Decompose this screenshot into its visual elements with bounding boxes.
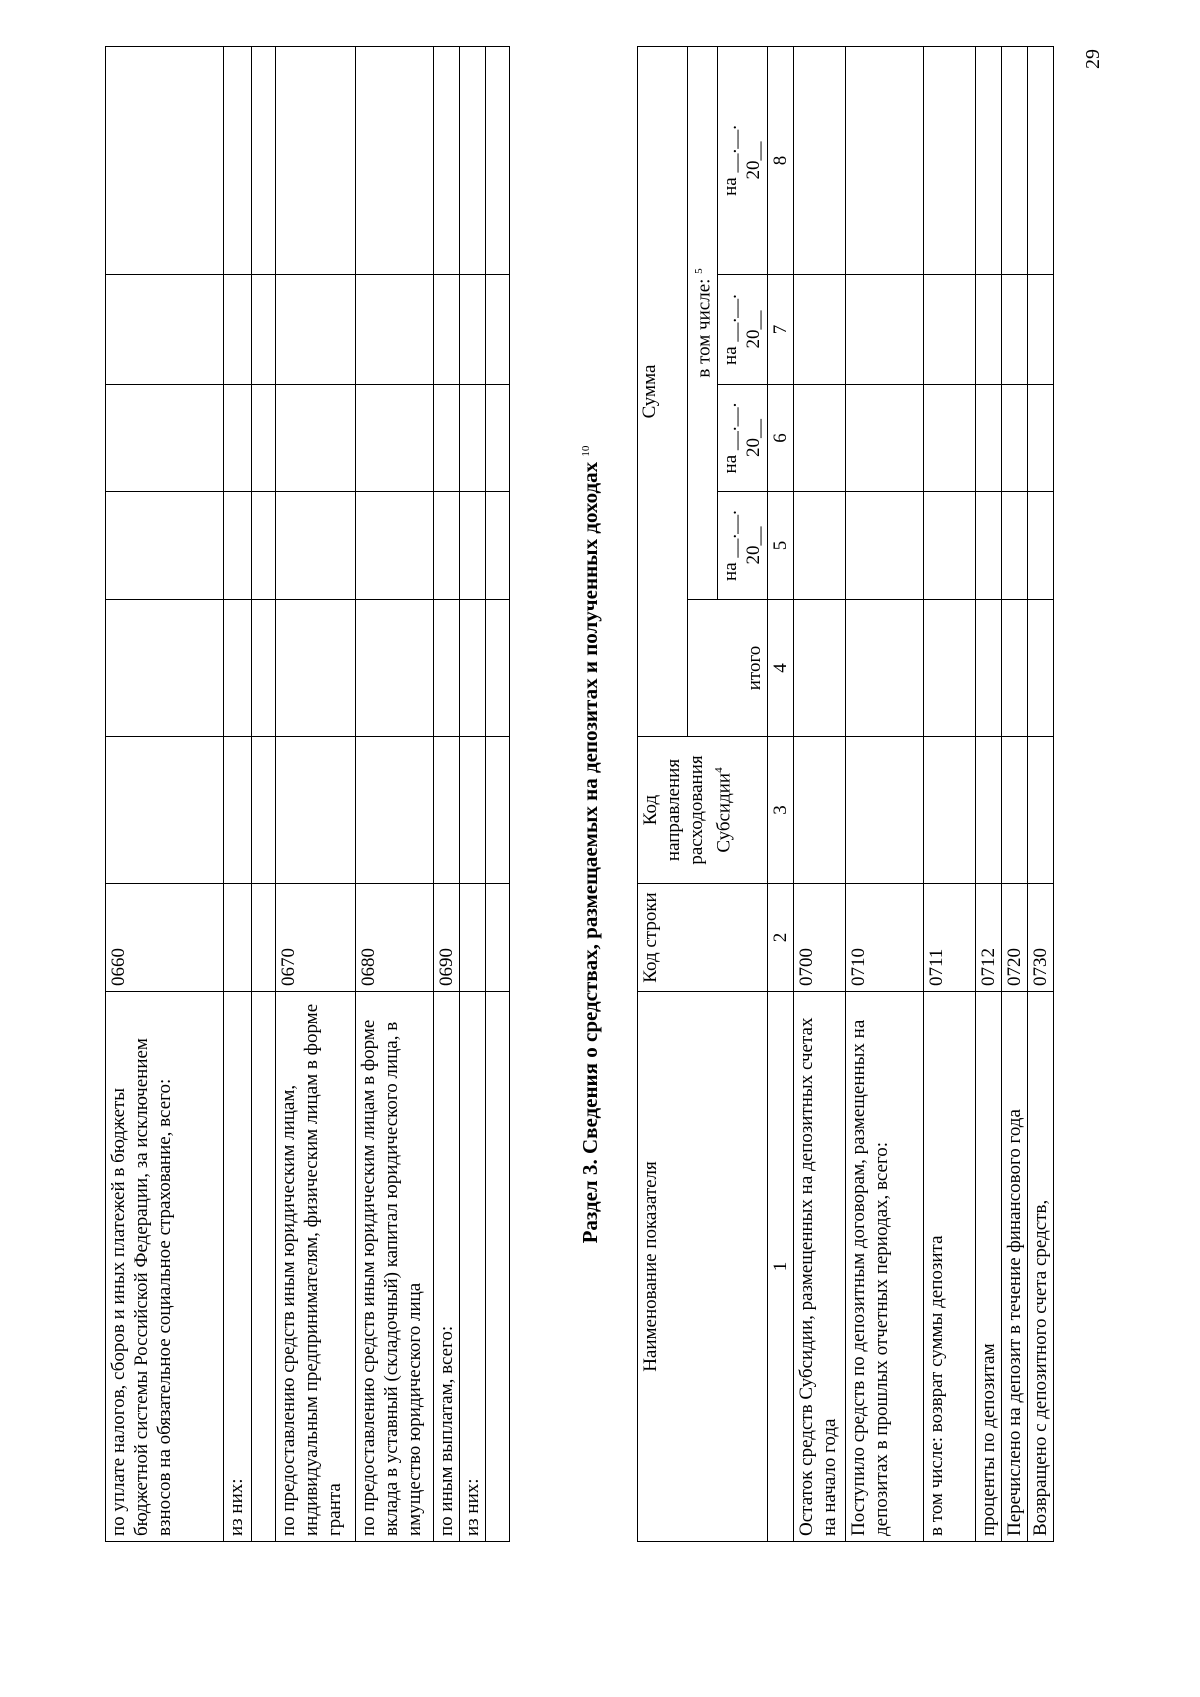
row-code: 0700 — [794, 884, 846, 992]
row-code: 0670 — [276, 884, 356, 992]
column-number: 3 — [768, 737, 794, 884]
row-code: 0712 — [976, 884, 1002, 992]
header-total: итого — [688, 600, 768, 737]
row-code: 0730 — [1028, 884, 1054, 992]
column-number: 1 — [768, 992, 794, 1542]
page-number: 29 — [1082, 49, 1104, 69]
row-name: Поступило средств по депозитным договорам, размещенных на депозитах в прошлых отчетных периодах, всего: — [846, 992, 924, 1542]
table-row — [106, 47, 224, 1542]
table-row — [1002, 46, 1028, 1541]
table-row — [252, 47, 276, 1542]
header-date: на __.__. 20__ — [718, 275, 768, 385]
section-title: Раздел 3. Сведения о средствах, размещаемых на депозитах и полученных доходах $^{10}$ — [578, 445, 602, 1244]
row-name: по уплате налогов, сборов и иных платежей в бюджеты бюджетной системы Российской Федерации, за исключением взносов на обязательное социальное страхование, всего: — [106, 992, 224, 1542]
table-row — [846, 46, 924, 1541]
payments-table — [105, 46, 510, 1542]
row-name — [252, 992, 276, 1542]
footnote-ref: 5 — [693, 268, 705, 274]
table-row — [276, 47, 356, 1542]
header-row-code: Код строки — [638, 884, 768, 992]
column-number: 7 — [768, 275, 794, 385]
table-row — [434, 47, 460, 1542]
footnote-ref: 10 — [580, 445, 592, 457]
header-name: Наименование показателя — [638, 992, 768, 1542]
row-name: из них: — [224, 992, 252, 1542]
row-code — [224, 884, 252, 992]
header-sum: Сумма — [638, 46, 688, 736]
table-row — [976, 46, 1002, 1541]
header-direction-code: Код направления расходования Субсидии$^4$ — [638, 737, 768, 884]
row-name: проценты по депозитам — [976, 992, 1002, 1542]
column-numbers-row — [768, 46, 794, 1541]
header-row — [638, 46, 688, 1541]
column-number: 6 — [768, 385, 794, 492]
row-name: в том числе: возврат суммы депозита — [924, 992, 976, 1542]
table-row — [924, 46, 976, 1541]
column-number: 4 — [768, 600, 794, 737]
header-including: в том числе: $^5$ — [688, 46, 718, 599]
row-name: Остаток средств Субсидии, размещенных на депозитных счетах на начало года — [794, 992, 846, 1542]
column-number: 8 — [768, 46, 794, 274]
footnote-ref: 4 — [713, 767, 725, 773]
row-code: 0680 — [356, 884, 434, 992]
column-number: 5 — [768, 492, 794, 600]
table-row — [460, 47, 486, 1542]
table-row — [794, 46, 846, 1541]
table-row — [224, 47, 252, 1542]
row-name: по предоставлению средств иным юридическим лицам, индивидуальным предпринимателям, физическим лицам в форме гранта — [276, 992, 356, 1542]
table-row — [1028, 46, 1054, 1541]
row-name: из них: — [460, 992, 486, 1542]
table-row — [486, 47, 510, 1542]
header-date: на __.__. 20__ — [718, 492, 768, 600]
row-code — [460, 884, 486, 992]
row-code: 0710 — [846, 884, 924, 992]
row-code: 0690 — [434, 884, 460, 992]
row-code — [252, 884, 276, 992]
row-name: Возвращено с депозитного счета средств, — [1028, 992, 1054, 1542]
deposits-table — [637, 46, 1054, 1542]
row-name: по иным выплатам, всего: — [434, 992, 460, 1542]
row-name: Перечислено на депозит в течение финансового года — [1002, 992, 1028, 1542]
row-code: 0720 — [1002, 884, 1028, 992]
row-name: по предоставлению средств иным юридическим лицам в форме вклада в уставный (складочный) капитал юридического лица, в имущество юридического лица — [356, 992, 434, 1542]
header-date: на __.__. 20__ — [718, 46, 768, 274]
row-code — [486, 884, 510, 992]
row-code: 0660 — [106, 884, 224, 992]
row-code: 0711 — [924, 884, 976, 992]
column-number: 2 — [768, 884, 794, 992]
table-row — [356, 47, 434, 1542]
header-date: на __.__. 20__ — [718, 385, 768, 492]
row-name — [486, 992, 510, 1542]
